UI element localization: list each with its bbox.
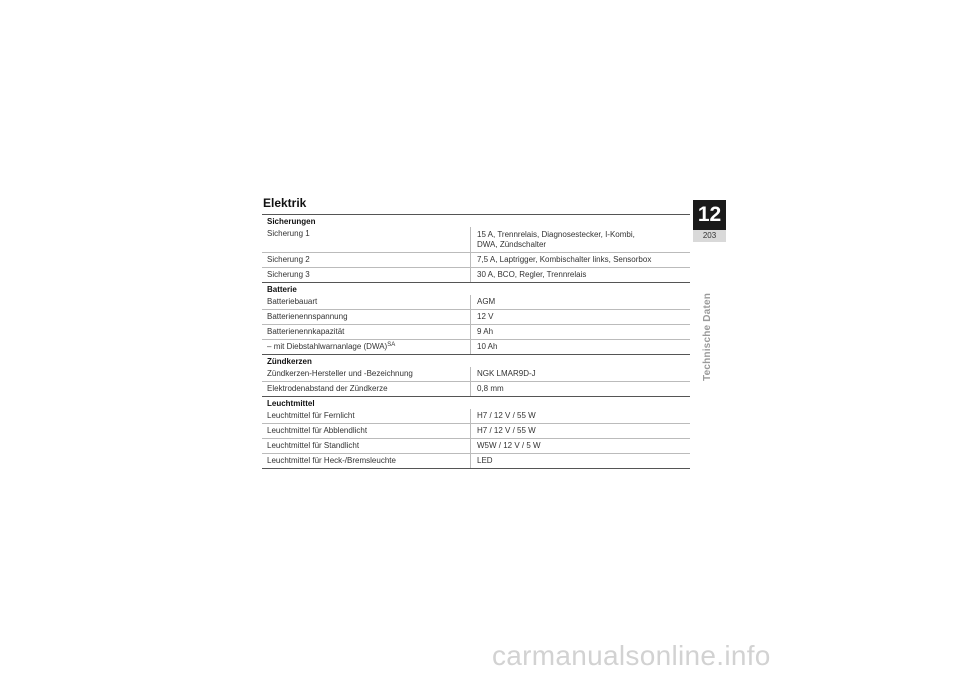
row-label: Leuchtmittel für Abblendlicht [262,424,471,438]
section-title-sicherungen: Sicherungen [267,217,316,226]
table-row [262,253,690,268]
page-title: Elektrik [263,196,307,210]
row-value-line1: 15 A, Trennrelais, Diagnosestecker, I-Kombi, [477,230,635,239]
section-title-leuchtmittel: Leuchtmittel [267,399,315,408]
row-value: NGK LMAR9D-J [477,369,536,378]
row-value: 30 A, BCO, Regler, Trennrelais [477,270,587,279]
row-value: LED [477,456,493,465]
section-title-batterie: Batterie [267,285,297,294]
row-label: Leuchtmittel für Standlicht [262,439,471,453]
chapter-side-title: Technische Daten [702,292,713,381]
page-number: 203 [693,230,726,242]
table-row [262,325,690,340]
table-row [262,367,690,382]
row-label: Sicherung 2 [262,253,471,267]
table-row [262,382,690,397]
dash-bullet: – [267,342,272,351]
row-value: H7 / 12 V / 55 W [477,426,536,435]
table-row [262,340,690,355]
row-value: 7,5 A, Laptrigger, Kombischalter links, Sensorbox [477,255,652,264]
table-row [262,310,690,325]
table-row [262,295,690,310]
row-label [262,340,471,354]
row-label: Batteriebauart [262,295,471,309]
row-label: Elektrodenabstand der Zündkerze [262,382,471,396]
watermark: carmanualsonline.info [492,640,771,671]
table-row [262,268,690,283]
row-label-text: mit Diebstahlwarnanlage (DWA) [273,342,388,351]
table-row [262,424,690,439]
sa-superscript: SA [387,342,396,348]
row-label: Leuchtmittel für Fernlicht [262,409,471,423]
row-value: H7 / 12 V / 55 W [477,411,536,420]
row-value: 9 Ah [477,327,494,336]
table-row [262,227,690,253]
table-row [262,454,690,469]
row-value: AGM [477,297,496,306]
table-row [262,439,690,454]
chapter-number-tab: 12 [693,200,726,230]
row-label: Leuchtmittel für Heck-/Bremsleuchte [262,454,471,468]
row-value: 10 Ah [477,342,498,351]
row-value: W5W / 12 V / 5 W [477,441,541,450]
row-label: Sicherung 1 [262,227,471,252]
row-value [471,227,690,252]
section-title-zuendkerzen: Zündkerzen [267,357,312,366]
row-value: 0,8 mm [477,384,504,393]
spec-table [262,214,690,469]
row-value-line2: DWA, Zündschalter [477,240,547,249]
row-value: 12 V [477,312,494,321]
row-label: Batterienennspannung [262,310,471,324]
table-row [262,409,690,424]
row-label: Sicherung 3 [262,268,471,282]
row-label: Batterienennkapazität [262,325,471,339]
row-label: Zündkerzen-Hersteller und -Bezeichnung [262,367,471,381]
